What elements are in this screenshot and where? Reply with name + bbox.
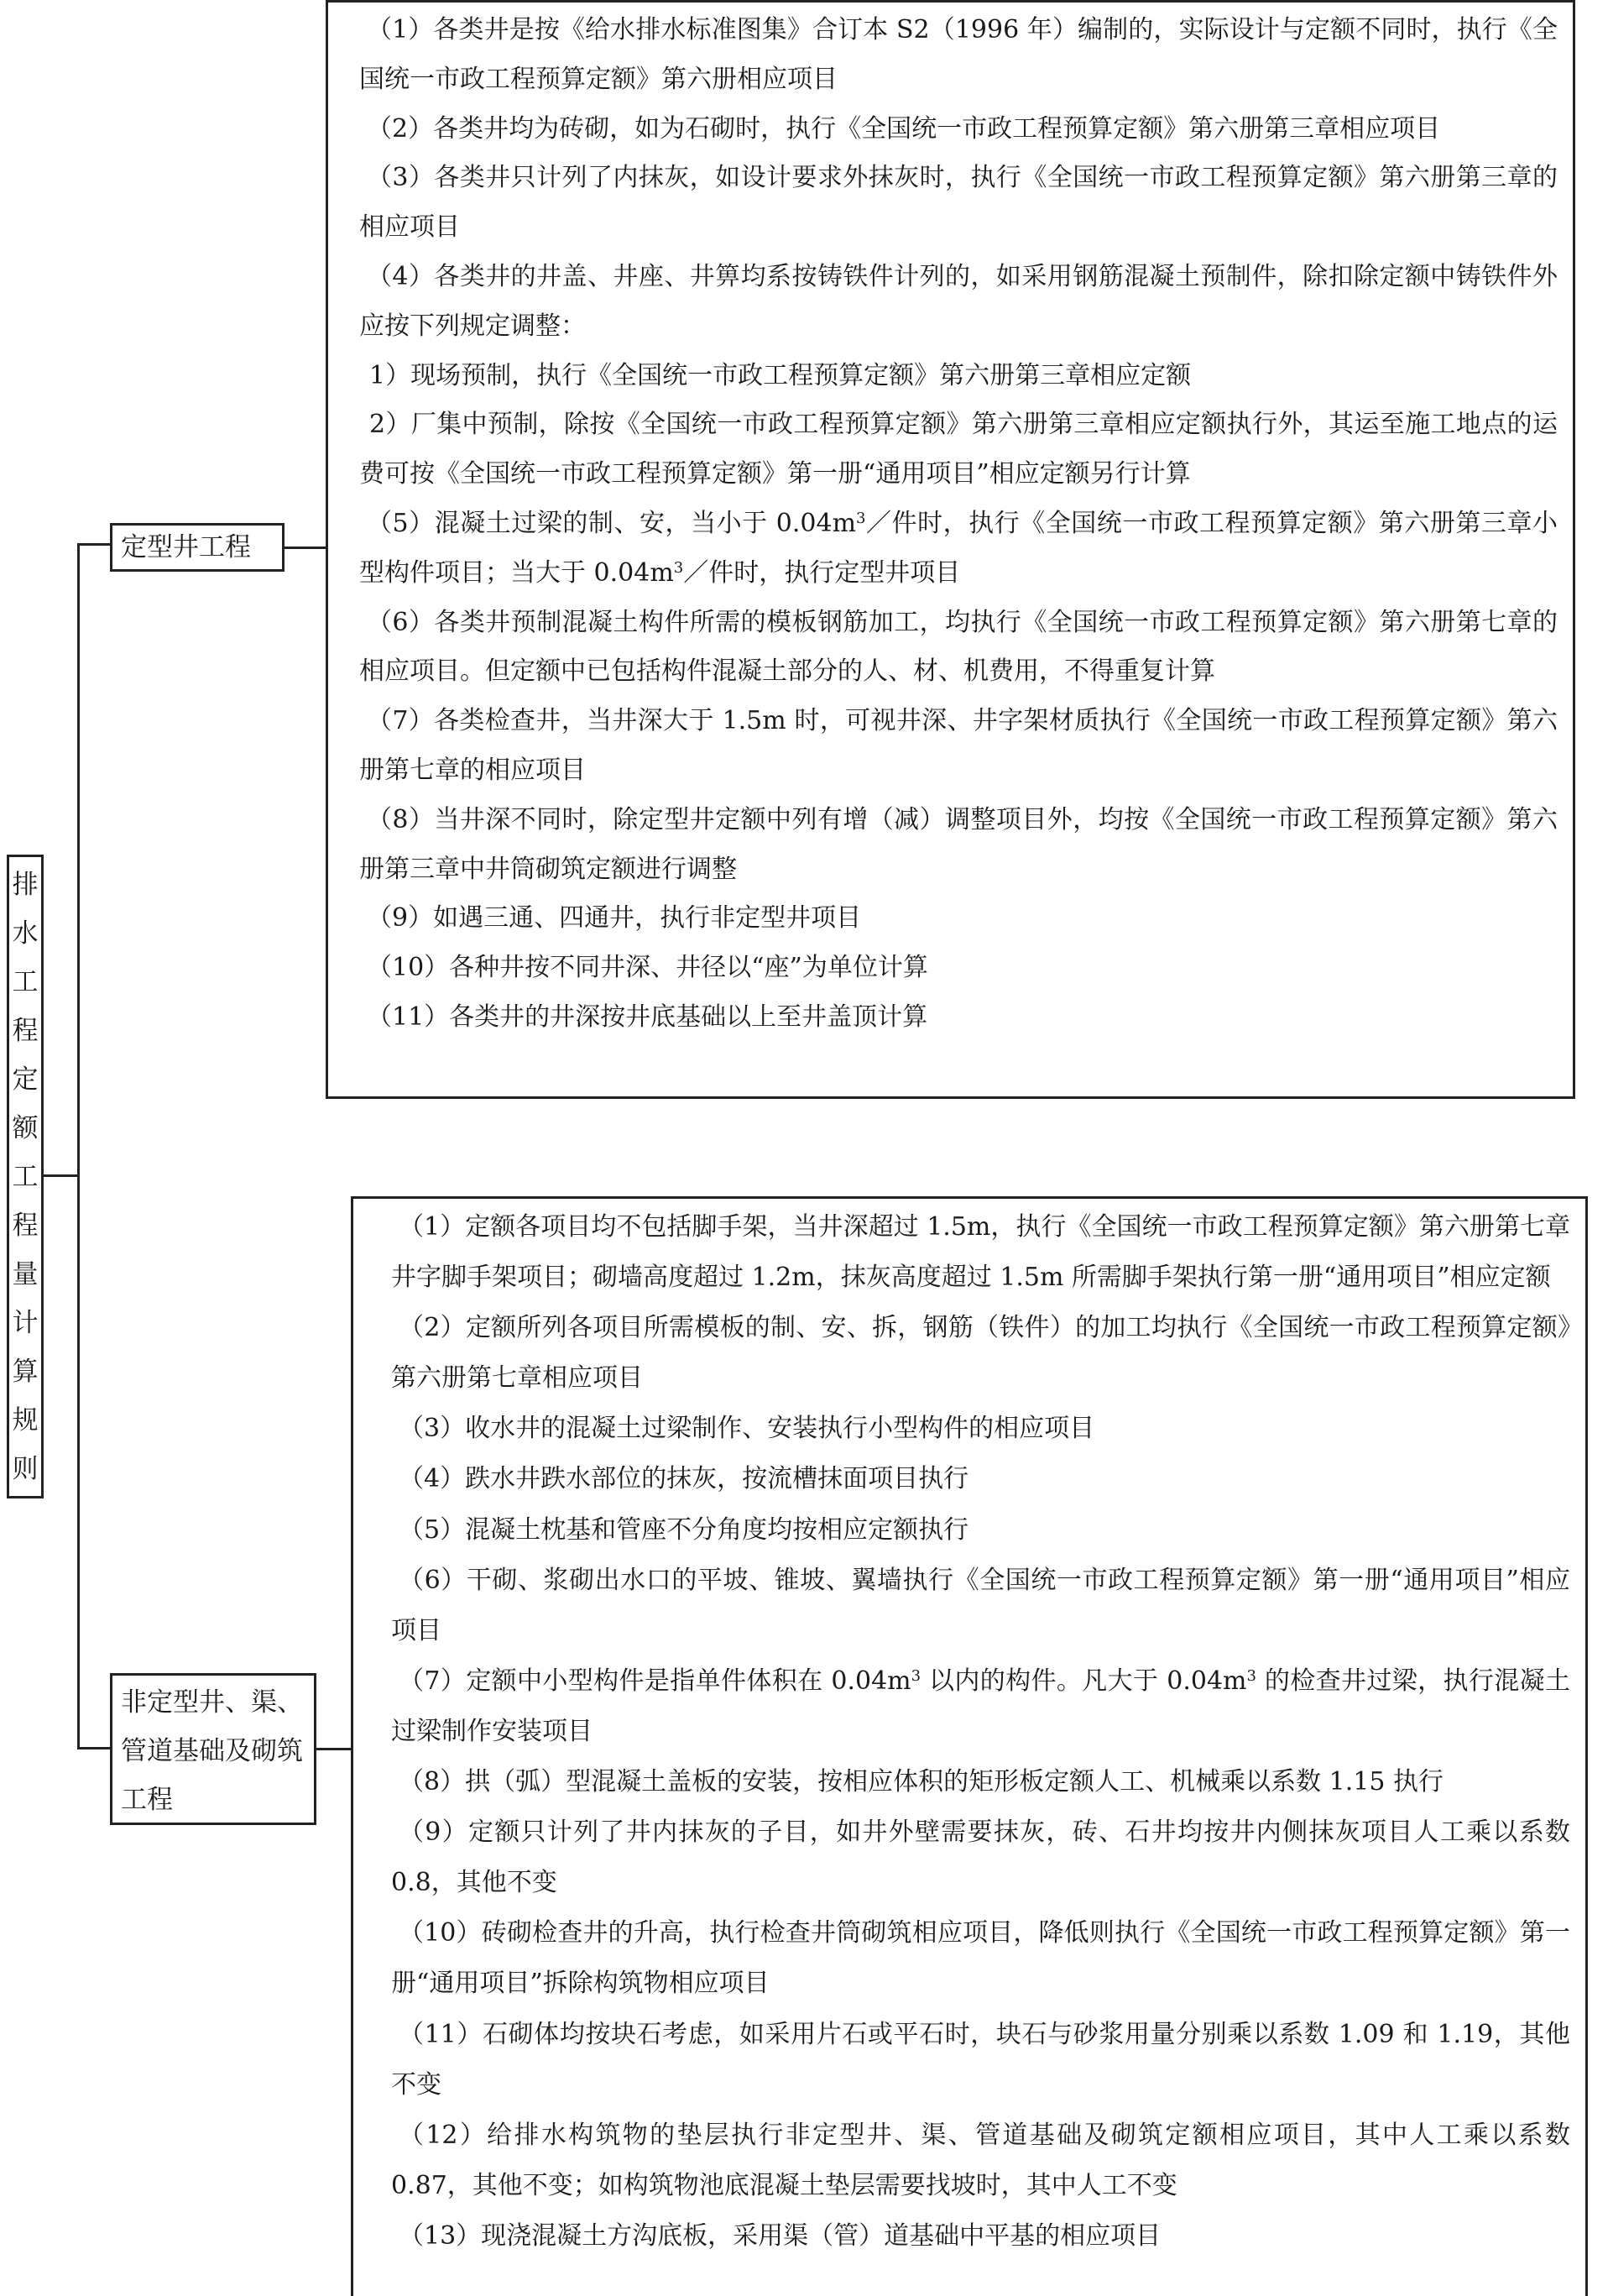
rule-item: （1）定额各项目均不包括脚手架，当井深超过 1.5m，执行《全国统一市政工程预算定额》第六册第七章井字脚手架项目；砌墙高度超过 1.2m，抹灰高度超过 1.5m 所需脚手架执行第一册“通用项目”相应定额 (391, 1212, 1570, 1293)
rule-item: （6）各类井预制混凝土构件所需的模板钢筋加工，均执行《全国统一市政工程预算定额》第六册第七章的相应项目。但定额中已包括构件混凝土部分的人、材、机费用，不得重复计算 (359, 607, 1558, 687)
root-connector (44, 1174, 78, 1177)
rule-item: （3）各类井只计列了内抹灰，如设计要求外抹灰时，执行《全国统一市政工程预算定额》第六册第三章的相应项目 (359, 163, 1558, 243)
rule-item: （8）拱（弧）型混凝土盖板的安装，按相应体积的矩形板定额人工、机械乘以系数 1.15 执行 (399, 1767, 1444, 1797)
link-line-1 (285, 547, 326, 549)
rule-item: （12）给排水构筑物的垫层执行非定型井、渠、管道基础及砌筑定额相应项目，其中人工乘以系数 0.87，其他不变；如构筑物池底混凝土垫层需要找坡时，其中人工不变 (391, 2120, 1570, 2200)
rule-item: （2）定额所列各项目所需模板的制、安、拆，钢筋（铁件）的加工均执行《全国统一市政工程预算定额》第六册第七章相应项目 (391, 1313, 1570, 1394)
rule-item: （9）如遇三通、四通井，执行非定型井项目 (367, 903, 862, 934)
link-line-2 (316, 1748, 352, 1750)
rule-item: （4）跌水井跌水部位的抹灰，按流槽抹面项目执行 (399, 1464, 969, 1494)
category-node-nonstandard-well (110, 1673, 316, 1825)
branch-line-1 (77, 543, 111, 546)
rules-box-standard-well (326, 0, 1575, 1099)
root-node (7, 855, 44, 1498)
rule-item: （3）收水井的混凝土过梁制作、安装执行小型构件的相应项目 (399, 1414, 1095, 1444)
rule-item: （10）砖砌检查井的升高，执行检查井筒砌筑相应项目，降低则执行《全国统一市政工程预算定额》第一册“通用项目”拆除构筑物相应项目 (391, 1918, 1570, 1999)
trunk-line (77, 543, 80, 1749)
rule-item: （5）混凝土枕基和管座不分角度均按相应定额执行 (399, 1514, 969, 1545)
rule-item: （8）当井深不同时，除定型井定额中列有增（减）调整项目外，均按《全国统一市政工程预算定额》第六册第三章中井筒砌筑定额进行调整 (359, 804, 1558, 884)
rule-item: （7）各类检查井，当井深大于 1.5m 时，可视井深、井字架材质执行《全国统一市政工程预算定额》第六册第七章的相应项目 (359, 706, 1558, 785)
rule-item: 2）厂集中预制，除按《全国统一市政工程预算定额》第六册第三章相应定额执行外，其运至施工地点的运费可按《全国统一市政工程预算定额》第一册“通用项目”相应定额另行计算 (359, 410, 1558, 489)
branch-line-2 (77, 1747, 111, 1749)
rule-item: （5）混凝土过梁的制、安，当小于 $0.04m^3/$件时，执行《全国统一市政工程预算定额》第六册第三章小型构件项目；当大于 $0.04m^3/$件时，执行定型井项目 (359, 508, 1558, 588)
rule-item: （10）各种井按不同井深、井径以“座”为单位计算 (367, 953, 928, 983)
rule-item: （6）干砌、浆砌出水口的平坡、锥坡、翼墙执行《全国统一市政工程预算定额》第一册“通用项目”相应项目 (391, 1565, 1570, 1645)
rule-item: （11）各类井的井深按井底基础以上至井盖顶计算 (367, 1002, 928, 1032)
rule-item: （1）各类井是按《给水排水标准图集》合订本 S2（1996 年）编制的，实际设计与定额不同时，执行《全国统一市政工程预算定额》第六册相应项目 (359, 15, 1558, 94)
rule-item: （2）各类井均为砖砌，如为石砌时，执行《全国统一市政工程预算定额》第六册第三章相应项目 (367, 113, 1441, 144)
category-title: 非定型井、渠、管道基础及砌筑工程 (121, 1687, 303, 1815)
category-node-standard-well (110, 523, 285, 572)
rules-box-nonstandard-well (351, 1196, 1588, 2296)
rule-item: （11）石砌体均按块石考虑，如采用片石或平石时，块石与砂浆用量分别乘以系数 1.09 和 1.19，其他不变 (391, 2019, 1570, 2100)
rule-item: （9）定额只计列了井内抹灰的子目，如井外壁需要抹灰，砖、石井均按井内侧抹灰项目人工乘以系数 0.8，其他不变 (391, 1817, 1570, 1898)
root-title: 排水工程定额工程量计算规则 (12, 869, 39, 1484)
rule-item: （7）定额中小型构件是指单件体积在 $0.04m^3$ 以内的构件。凡大于 $0.04m^3$ 的检查井过梁，执行混凝土过梁制作安装项目 (391, 1666, 1570, 1746)
rule-item: 1）现场预制，执行《全国统一市政工程预算定额》第六册第三章相应定额 (369, 360, 1192, 390)
category-title: 定型井工程 (121, 532, 251, 562)
rule-item: （4）各类井的井盖、井座、井箅均系按铸铁件计列的，如采用钢筋混凝土预制件，除扣除定额中铸铁件外应按下列规定调整： (359, 261, 1558, 341)
rule-item: （13）现浇混凝土方沟底板，采用渠（管）道基础中平基的相应项目 (399, 2220, 1162, 2251)
